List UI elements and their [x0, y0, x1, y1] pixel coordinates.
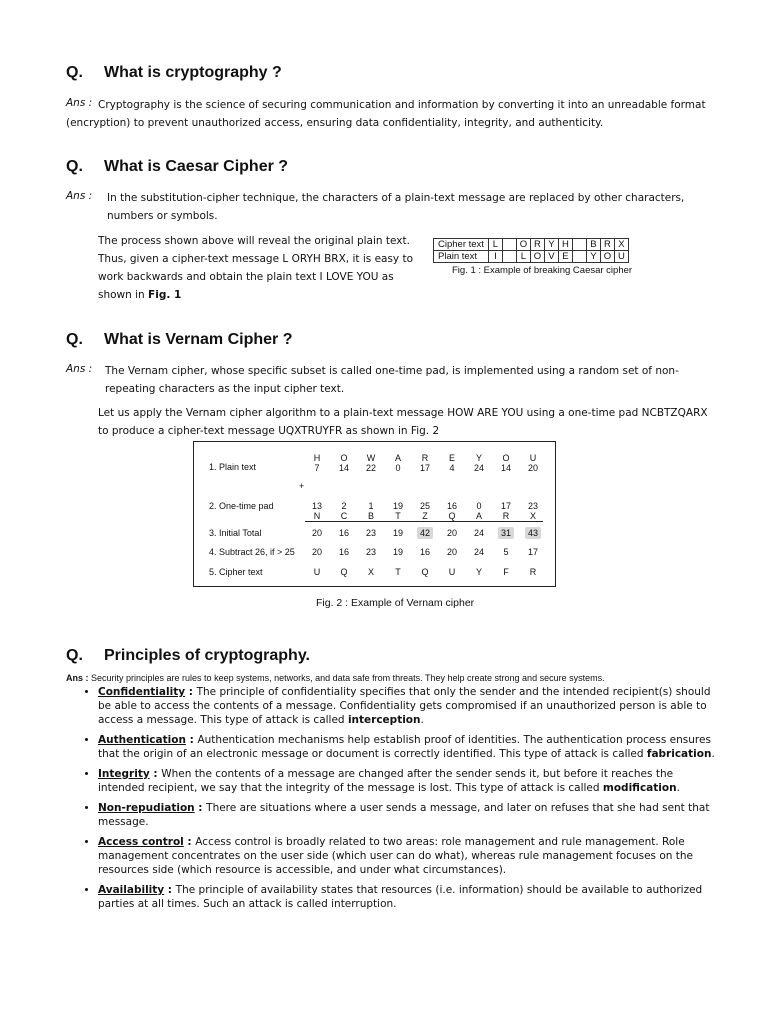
- principle-end: .: [711, 748, 715, 760]
- vernam-label-plain: 1. Plain text: [209, 462, 257, 472]
- principle-bold: fabrication: [646, 748, 712, 760]
- vernam-cell: 0: [476, 501, 482, 511]
- vernam-cell: U: [448, 567, 456, 577]
- vernam-cell: 14: [500, 463, 511, 473]
- vernam-cell: A: [394, 453, 401, 463]
- table-cell: Y: [544, 239, 558, 251]
- vernam-cell: C: [340, 511, 348, 521]
- principle-sep: :: [185, 734, 198, 746]
- vernam-plus: +: [299, 481, 305, 491]
- vernam-cell: 19: [392, 501, 403, 511]
- vernam-cell: W: [366, 453, 376, 463]
- vernam-cell: 20: [446, 547, 457, 557]
- fig1-caption: Fig. 1 : Example of breaking Caesar cipher: [452, 265, 633, 276]
- q2-paragraph: [98, 232, 418, 304]
- vernam-cell: 17: [419, 463, 430, 473]
- principles-list: [80, 685, 718, 917]
- vernam-cell: 13: [311, 501, 322, 511]
- q4-marker: Q.: [66, 647, 83, 664]
- q2-title: What is Caesar Cipher ?: [104, 158, 289, 175]
- vernam-cell: T: [395, 567, 401, 577]
- q2-fig-ref: Fig. 1: [148, 289, 182, 301]
- vernam-highlight: 43: [525, 527, 541, 539]
- principle-bold: modification: [602, 782, 677, 794]
- vernam-highlight: 42: [417, 527, 433, 539]
- vernam-grid: [194, 442, 555, 586]
- vernam-cell: 24: [473, 547, 484, 557]
- vernam-cell: Q: [340, 567, 348, 577]
- table-cell: R: [530, 239, 544, 251]
- vernam-cell: 25: [419, 501, 430, 511]
- q3-answer: The Vernam cipher, whose specific subset is called one-time pad, is implemented using a random set of non-repeating characters as the input cipher text.: [105, 365, 679, 395]
- q1-answer: Cryptography is the science of securing communication and information by converting it into an unreadable format (encryption) to prevent unauthorized access, ensuring data confidentiality, integrity, and authenticity.: [66, 99, 706, 129]
- vernam-cell: 16: [338, 547, 349, 557]
- vernam-cell: [520, 528, 546, 538]
- table-cell: O: [516, 239, 530, 251]
- table-cell: X: [614, 239, 628, 251]
- q1-title: What is cryptography ?: [104, 64, 282, 81]
- vernam-cell: Y: [475, 567, 482, 577]
- principle-sep: :: [149, 768, 162, 780]
- vernam-highlight: 31: [498, 527, 514, 539]
- vernam-cell: 23: [365, 547, 376, 557]
- q2-ans-label: Ans :: [66, 190, 93, 202]
- q1-ans-label: Ans :: [66, 97, 93, 109]
- vernam-cell: 20: [311, 528, 322, 538]
- q2-para-text: The process shown above will reveal the original plain text. Thus, given a cipher-text message L ORYH BRX, it is easy to work backwards and obtain the plain text I LOVE YOU as shown in: [98, 235, 414, 301]
- vernam-cell: Q: [421, 567, 429, 577]
- principle-text: Authentication mechanisms help establish proof of identities. The authentication process ensures that the origin of an electronic message or document is correctly identified. This type of attack is called: [98, 734, 711, 760]
- q4-heading: [66, 647, 310, 665]
- q4-ans-label: Ans :: [66, 673, 89, 683]
- q3-heading: [66, 331, 292, 349]
- principle-sep: :: [183, 836, 196, 848]
- fig2-caption: Fig. 2 : Example of Vernam cipher: [316, 597, 475, 609]
- vernam-cell: N: [313, 511, 321, 521]
- vernam-cell: 24: [473, 463, 484, 473]
- principle-end: .: [676, 782, 680, 794]
- principle-term: Availability: [98, 884, 165, 896]
- vernam-cell: 5: [503, 547, 509, 557]
- vernam-cell: U: [313, 567, 321, 577]
- q4-intro: [66, 673, 605, 683]
- table-cell: I: [488, 251, 502, 263]
- vernam-cell: 16: [446, 501, 457, 511]
- q1-marker: Q.: [66, 64, 83, 81]
- table-cell: E: [558, 251, 572, 263]
- table-cell: [502, 251, 516, 263]
- principle-sep: :: [164, 884, 176, 896]
- list-item: [98, 767, 718, 795]
- vernam-cell: 19: [392, 528, 403, 538]
- vernam-cell: Z: [422, 511, 428, 521]
- caesar-table: [433, 238, 629, 263]
- table-cell: Y: [586, 251, 600, 263]
- vernam-cell: 23: [365, 528, 376, 538]
- vernam-cell: X: [367, 567, 374, 577]
- vernam-cell: 16: [419, 547, 430, 557]
- vernam-cell: 16: [338, 528, 349, 538]
- principle-end: .: [420, 714, 424, 726]
- table-cell: V: [544, 251, 558, 263]
- principle-term: Access control: [98, 836, 184, 848]
- list-item: [98, 801, 718, 829]
- table-cell: O: [530, 251, 544, 263]
- table-row: [434, 239, 629, 251]
- vernam-cell: O: [502, 453, 510, 463]
- vernam-cell: R: [421, 453, 429, 463]
- list-item: [98, 685, 718, 727]
- vernam-cell: 22: [365, 463, 376, 473]
- vernam-sum-rule: [305, 521, 543, 522]
- principle-term: Authentication: [98, 734, 186, 746]
- vernam-cell: 24: [473, 528, 484, 538]
- q4-answer: Security principles are rules to keep systems, networks, and data safe from threats. They help create strong and secure systems.: [91, 673, 605, 683]
- principle-sep: :: [185, 686, 197, 698]
- table-cell: L: [488, 239, 502, 251]
- vernam-cell: Q: [448, 511, 456, 521]
- vernam-cell: O: [340, 453, 348, 463]
- list-item: [98, 835, 718, 877]
- q2-marker: Q.: [66, 158, 83, 175]
- q1-heading: [66, 64, 282, 82]
- table-cell: Plain text: [434, 251, 489, 263]
- vernam-cell: [412, 528, 438, 538]
- vernam-cell: 20: [311, 547, 322, 557]
- vernam-cell: 17: [500, 501, 511, 511]
- table-cell: B: [586, 239, 600, 251]
- vernam-label-total: 3. Initial Total: [209, 528, 262, 538]
- vernam-cell: 23: [527, 501, 538, 511]
- q2-heading: [66, 158, 288, 176]
- vernam-cell: T: [395, 511, 401, 521]
- q3-title: What is Vernam Cipher ?: [104, 331, 293, 348]
- vernam-cell: 2: [341, 501, 347, 511]
- principle-text: The principle of confidentiality specifies that only the sender and the intended recipient(s) should be able to access the contents of a message. Confidentiality gets compromised if an unauthorized person is able to access a message. This type of attack is called: [98, 686, 711, 726]
- table-row: [434, 251, 629, 263]
- vernam-cell: R: [502, 511, 510, 521]
- principle-text: There are situations where a user sends a message, and later on refuses that she had sent that message.: [98, 802, 710, 828]
- principle-term: Non-repudiation: [98, 802, 195, 814]
- q3-marker: Q.: [66, 331, 83, 348]
- vernam-cell: B: [367, 511, 374, 521]
- vernam-cell: 20: [527, 463, 538, 473]
- vernam-cell: 17: [527, 547, 538, 557]
- vernam-cell: U: [529, 453, 537, 463]
- vernam-label-pad: 2. One-time pad: [209, 501, 274, 511]
- vernam-cell: 1: [368, 501, 374, 511]
- vernam-cell: E: [448, 453, 455, 463]
- caesar-table-grid: [433, 238, 629, 263]
- vernam-cell: H: [313, 453, 321, 463]
- list-item: [98, 733, 718, 761]
- table-cell: R: [600, 239, 614, 251]
- vernam-cell: 14: [338, 463, 349, 473]
- table-cell: [572, 239, 586, 251]
- q3-ans-label: Ans :: [66, 363, 93, 375]
- table-cell: [572, 251, 586, 263]
- principle-sep: :: [194, 802, 207, 814]
- principle-text: When the contents of a message are changed after the sender sends it, but before it reaches the intended recipient, we say that the integrity of the message is lost. This type of attack is called: [98, 768, 674, 794]
- table-cell: Cipher text: [434, 239, 489, 251]
- vernam-cell: R: [529, 567, 537, 577]
- principle-term: Confidentiality: [98, 686, 186, 698]
- vernam-cell: X: [529, 511, 536, 521]
- vernam-cell: Y: [475, 453, 482, 463]
- vernam-figure: [193, 441, 556, 587]
- vernam-label-subtract: 4. Subtract 26, if > 25: [209, 547, 295, 557]
- q4-title: Principles of cryptography.: [104, 647, 310, 664]
- vernam-cell: 4: [449, 463, 455, 473]
- q2-answer: In the substitution-cipher technique, the characters of a plain-text message are replaced by other characters, numbers or symbols.: [107, 192, 685, 222]
- vernam-cell: [493, 528, 519, 538]
- vernam-label-cipher: 5. Cipher text: [209, 567, 263, 577]
- table-cell: [502, 239, 516, 251]
- principle-text: The principle of availability states that resources (i.e. information) should be available to authorized parties at all times. Such an attack is called interruption.: [98, 884, 703, 910]
- table-cell: H: [558, 239, 572, 251]
- table-cell: L: [516, 251, 530, 263]
- list-item: [98, 883, 718, 911]
- principle-text: Access control is broadly related to two areas: role management and rule management. Role management concentrates on the user side (which user can do what), whereas rule management focuses on the resources side (which resource is accessible, and under what circumstances).: [98, 836, 693, 876]
- vernam-cell: 19: [392, 547, 403, 557]
- vernam-cell: 7: [314, 463, 320, 473]
- principle-bold: interception: [347, 714, 421, 726]
- vernam-cell: A: [475, 511, 482, 521]
- vernam-cell: F: [503, 567, 509, 577]
- vernam-cell: 0: [395, 463, 401, 473]
- vernam-cell: 20: [446, 528, 457, 538]
- q3-paragraph: Let us apply the Vernam cipher algorithm to a plain-text message HOW ARE YOU using a one-time pad NCBTZQARX to produce a cipher-text message UQXTRUYFR as shown in Fig. 2: [98, 407, 708, 437]
- table-cell: U: [614, 251, 628, 263]
- table-cell: O: [600, 251, 614, 263]
- principle-term: Integrity: [98, 768, 150, 780]
